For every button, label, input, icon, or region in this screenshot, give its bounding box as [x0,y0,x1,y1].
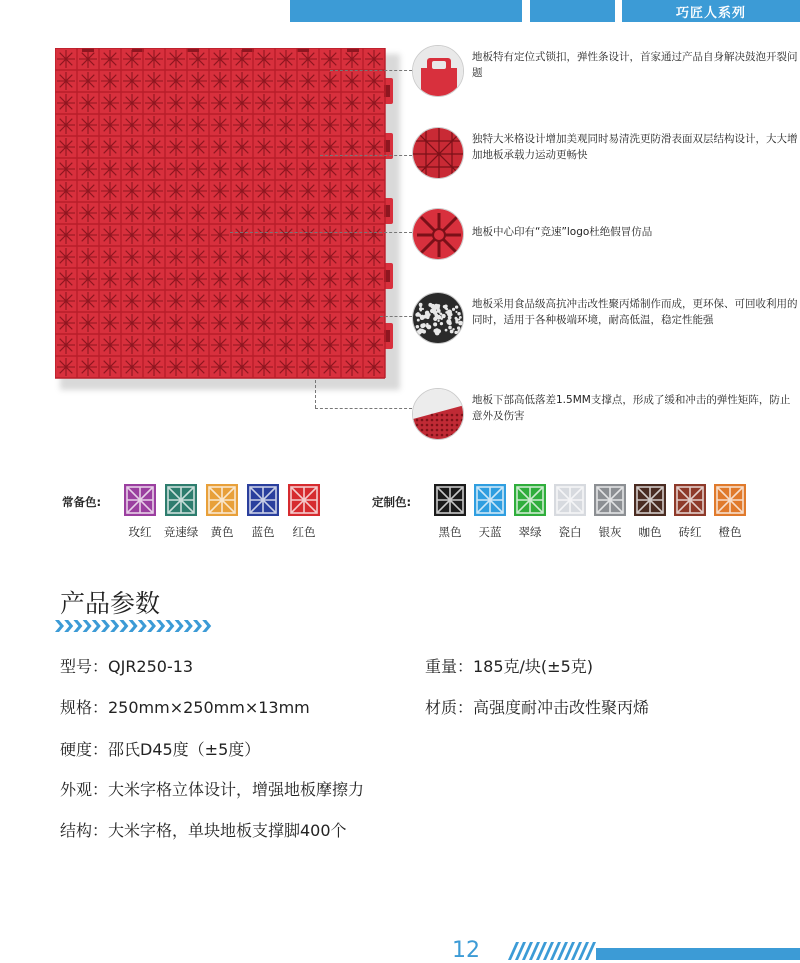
tile-sample-icon [474,484,506,516]
color-name: 翠绿 [518,525,542,539]
color-swatch [594,484,626,516]
tile-sample-icon [554,484,586,516]
color-name: 银灰 [598,525,622,539]
connector-line [320,155,412,156]
tile-sample-icon [124,484,156,516]
feature-text: 地板下部高低落差1.5MM支撑点，形成了缓和冲击的弹性矩阵，防止意外及伤害 [472,394,791,422]
feature-logo [412,208,800,272]
color-name: 玫红 [128,525,152,539]
color-name: 黑色 [438,525,462,539]
param-size: 规格：250mm×250mm×13mm [60,698,310,717]
tile-sample-icon [206,484,238,516]
tile-sample-icon [634,484,666,516]
color-swatch [474,484,506,516]
param-model: 型号：QJR250-13 [60,657,194,676]
param-material: 材质：高强度耐冲击改性聚丙烯 [425,698,650,717]
color-name: 黄色 [210,525,234,539]
standard-colors-label: 常备色: [62,495,102,509]
tile-sample-icon [514,484,546,516]
feature-text: 独特大米格设计增加美观同时易清洗更防滑表面双层结构设计，大大增加地板承载力运动更畅快 [472,133,798,161]
connector-line [315,408,412,409]
product-tile-image [55,48,395,384]
connector-line [330,70,412,71]
tile-sample-icon [434,484,466,516]
feature-text: 地板中心印有“竞速”logo杜绝假冒仿品 [472,226,653,238]
color-name: 瓷白 [558,525,582,539]
params-title: 产品参数 [60,589,161,618]
color-swatch [634,484,666,516]
tile-sample-icon [594,484,626,516]
color-swatch [554,484,586,516]
lock-clip-icon [412,45,464,97]
feature-material [412,292,800,356]
color-swatch [434,484,466,516]
page-number: 12 [452,938,480,963]
custom-colors-label: 定制色: [372,495,412,509]
feature-lock [412,45,800,109]
color-name: 红色 [292,525,316,539]
color-swatch [514,484,546,516]
grid-surface-icon [412,127,464,179]
feature-text: 地板采用食品级高抗冲击改性聚丙烯制作而成，更环保、可回收利用的同时，适用于各种极端环境，耐高低温，稳定性能强 [472,298,798,326]
tile-sample-icon [674,484,706,516]
connector-line [230,232,412,233]
color-name: 砖红 [678,525,702,539]
color-swatch [674,484,706,516]
color-name: 咖色 [638,525,662,539]
color-name: 蓝色 [251,525,275,539]
tile-sample-icon [165,484,197,516]
param-hardness: 硬度：邵氏D45度（±5度） [60,740,261,759]
color-swatch [165,484,197,516]
color-name: 竞速绿 [163,525,199,539]
tile-sample-icon [288,484,320,516]
center-logo-icon [412,208,464,260]
feature-grid [412,127,800,191]
color-swatch [247,484,279,516]
chevron-decoration [55,618,215,634]
header-bar-1 [290,0,522,22]
feature-support [412,388,800,452]
tile-sample-icon [714,484,746,516]
color-name: 天蓝 [478,525,502,539]
material-granules-icon [412,292,464,344]
header-bar-2 [530,0,615,22]
series-title: 巧匠人系列 [622,0,800,22]
color-swatch [206,484,238,516]
param-structure: 结构：大米字格，单块地板支撑脚400个 [60,821,347,840]
support-points-icon [412,388,464,440]
param-appearance: 外观：大米字格立体设计，增强地板摩擦力 [60,780,365,799]
tile-sample-icon [247,484,279,516]
param-weight: 重量：185克/块(±5克) [425,657,594,676]
color-name: 橙色 [718,525,742,539]
color-swatch [288,484,320,516]
color-swatch [124,484,156,516]
connector-line [315,380,316,408]
connector-line [380,316,412,317]
feature-text: 地板特有定位式锁扣，弹性条设计，首家通过产品自身解决鼓泡开裂问题 [472,51,798,79]
footer-stripes [500,942,800,960]
color-swatch [714,484,746,516]
